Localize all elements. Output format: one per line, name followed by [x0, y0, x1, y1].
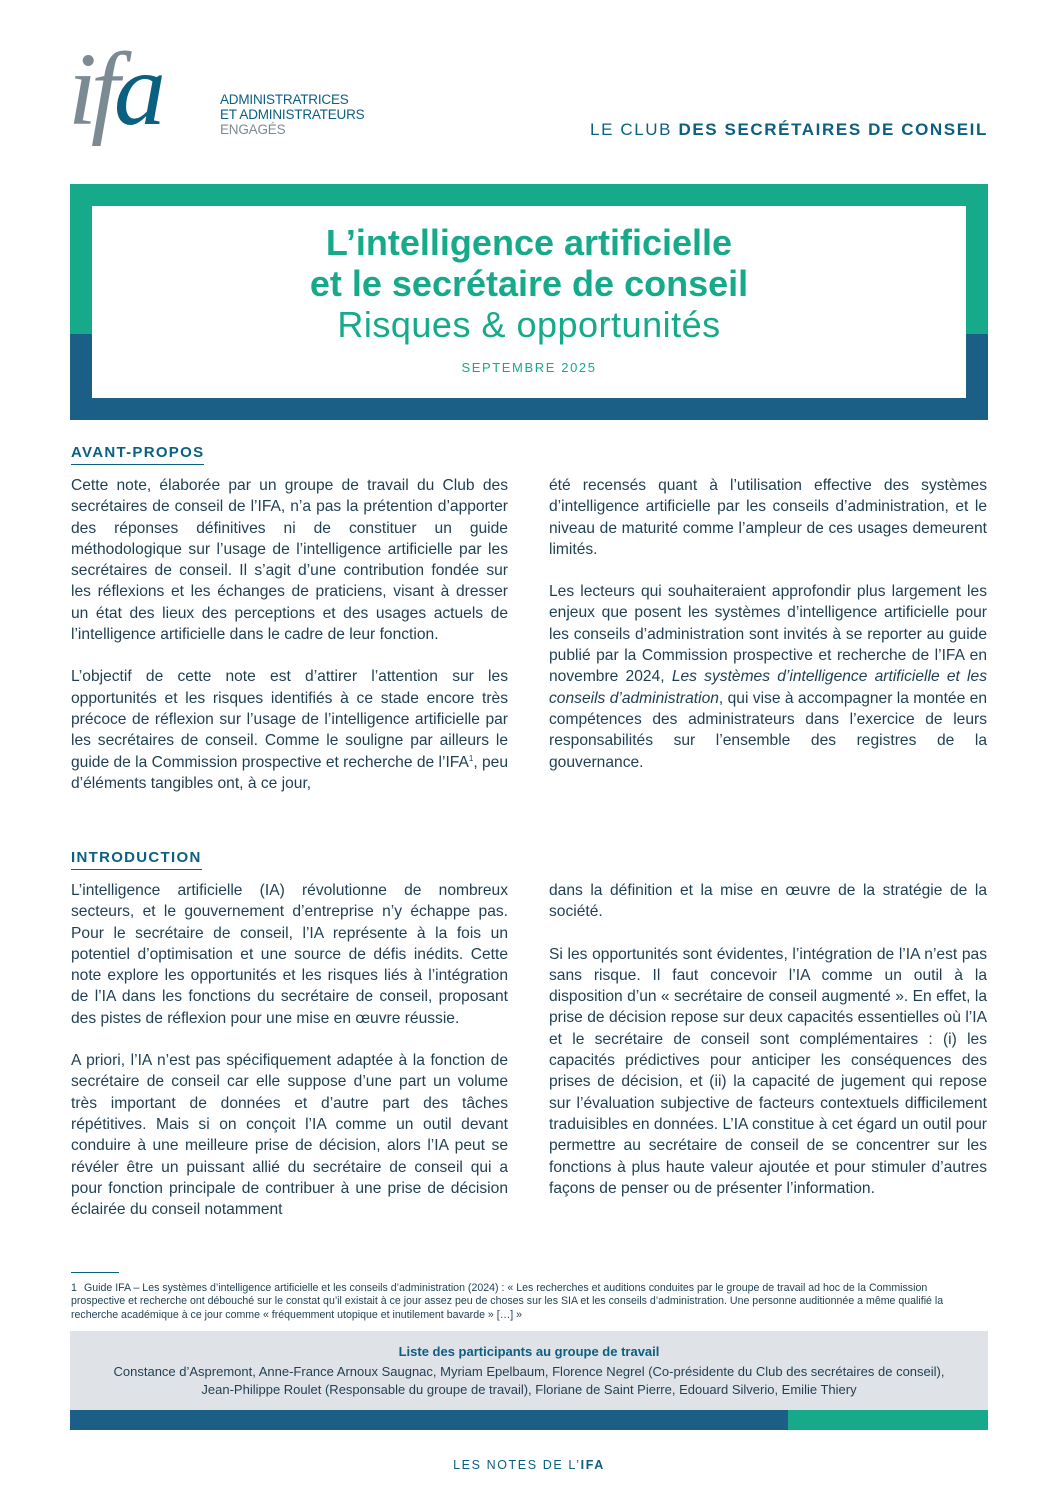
introduction-right-column [549, 880, 987, 1220]
introduction-heading: INTRODUCTION [71, 849, 202, 870]
page-footer: LES NOTES DE L’IFA [453, 1458, 605, 1472]
footer-bar-blue [70, 1410, 788, 1430]
document-title: L’intelligence artificielle et le secrétaire de conseil [309, 222, 749, 304]
ifa-logo [68, 32, 378, 152]
footnote-ref: 1 [468, 753, 474, 763]
participants-box [70, 1331, 988, 1410]
paragraph: Les lecteurs qui souhaiteraient approfondir plus largement les enjeux que posent les systèmes d’intelligence artificielle pour les conseils d’administration sont invités à se reporter au guide publié par la Commission prospective et recherche de l’IFA en novembre 2024, Les systèmes d’intelligence artificielle et les conseils d’administration, qui vise à accompagner la montée en compétences des administrateurs dans l’exercice de leurs responsabilités sur l’ensemble des registres de la gouvernance. [549, 583, 987, 771]
avant-propos-left-column [71, 475, 508, 815]
participants-title: Liste des participants au groupe de travail [398, 1344, 660, 1359]
ifa-logo-mark: ifa [68, 32, 160, 147]
paragraph: L’intelligence artificielle (IA) révolutionne de nombreux secteurs, et le gouvernement d’entreprise n’y échappe pas. Pour le secrétaire de conseil, l’IA représente à la fois un potentiel d’optimisation et une source de défis inédits. Cette note explore les opportunités et les risques liés à l’intégration de l’IA dans les fonctions du secrétaire de conseil, proposant des pistes de réflexion pour une mise en œuvre réussie. [71, 882, 508, 1027]
footnote [71, 1282, 961, 1322]
footnote-number: 1 [71, 1282, 77, 1294]
avant-propos-right-column [549, 475, 987, 794]
footnote-rule [71, 1272, 119, 1273]
ifa-logo-text: ADMINISTRATRICES ET ADMINISTRATEURS ENGAGÉS [220, 92, 365, 137]
introduction-left-column [71, 880, 508, 1241]
paragraph: dans la définition et la mise en œuvre de la stratégie de la société. [549, 882, 987, 921]
avant-propos-heading: AVANT-PROPOS [71, 444, 204, 465]
paragraph: L’objectif de cette note est d’attirer l’attention sur les opportunités et les risques identifiés à ce stade encore très précoce de réflexion sur l’usage de l’intelligence artificielle par les secrétaires de conseil. Comme le souligne par ailleurs le guide de la Commission prospective et recherche de l’IFA$^1$, peu d’éléments tangibles ont, à ce jour, [71, 668, 508, 792]
participants-names: Constance d’Aspremont, Anne-France Arnoux Saugnac, Myriam Epelbaum, Florence Negrel (Co-présidente du Club des secrétaires de conseil), Jean-Philippe Roulet (Responsable du groupe de travail), Floriane de Saint Pierre, Edouard Silverio, Emilie Thiery [113, 1364, 945, 1397]
title-box [92, 206, 966, 398]
paragraph: été recensés quant à l’utilisation effective des systèmes d’intelligence artificielle par les conseils d’administration, et le niveau de maturité comme l’ampleur de ces usages demeurent limités. [549, 477, 987, 558]
publication-date: SEPTEMBRE 2025 [461, 360, 597, 375]
paragraph: Cette note, élaborée par un groupe de travail du Club des secrétaires de conseil de l’IFA, n’a pas la prétention d’apporter des réponses définitives ni de constituer un guide méthodologique sur l’usage de l’intelligence artificielle par les secrétaires de conseil. Il s’agit d’une contribution fondée sur les réflexions et les échanges de praticiens, visant à dresser un état des lieux des perceptions et des usages actuels de l’intelligence artificielle dans le cadre de leur fonction. [71, 477, 508, 644]
footer-bar-green [788, 1410, 988, 1430]
footnote-text: Guide IFA – Les systèmes d’intelligence artificielle et les conseils d’administration (2024) : « Les recherches et auditions conduites par le groupe de travail ad hoc de la Commission prospective et recherche ont débouché sur le constat qu’il existait à ce jour assez peu de choses sur les SIA et les conseils d’administration. Une personne auditionnée a même qualifié la recherche académique à ce jour comme « fréquemment utopique et inutilement bavarde » […] » [71, 1282, 944, 1321]
club-name: LE CLUB DES SECRÉTAIRES DE CONSEIL [590, 120, 988, 139]
document-subtitle: Risques & opportunités [337, 304, 721, 345]
paragraph: Si les opportunités sont évidentes, l’intégration de l’IA n’est pas sans risque. Il faut concevoir l’IA comme un outil à la disposition d’un « secrétaire de conseil augmenté ». En effet, la prise de décision repose sur deux capacités essentielles où l’IA et le secrétaire de conseil sont complémentaires : (i) les capacités prédictives pour anticiper les conséquences des prises de décision, et (ii) la capacité de jugement qui repose sur l’évaluation subjective de facteurs contextuels difficilement traduisibles en données. L’IA constitue à cet égard un outil pour permettre au secrétaire de conseil de se concentrer sur les fonctions à plus haute valeur ajoutée et pour stimuler d’autres façons de penser ou de présenter l’information. [549, 945, 987, 1197]
paragraph: A priori, l’IA n’est pas spécifiquement adaptée à la fonction de secrétaire de conseil car elle suppose d’une part un volume très important de données et d’autre part des tâches répétitives. Mais si on conçoit l’IA comme un outil devant conduire à une meilleure prise de décision, alors l’IA peut se révéler être un puissant allié du secrétaire de conseil qui a pour fonction principale de contribuer à une prise de décision éclairée du conseil notamment [71, 1052, 508, 1219]
